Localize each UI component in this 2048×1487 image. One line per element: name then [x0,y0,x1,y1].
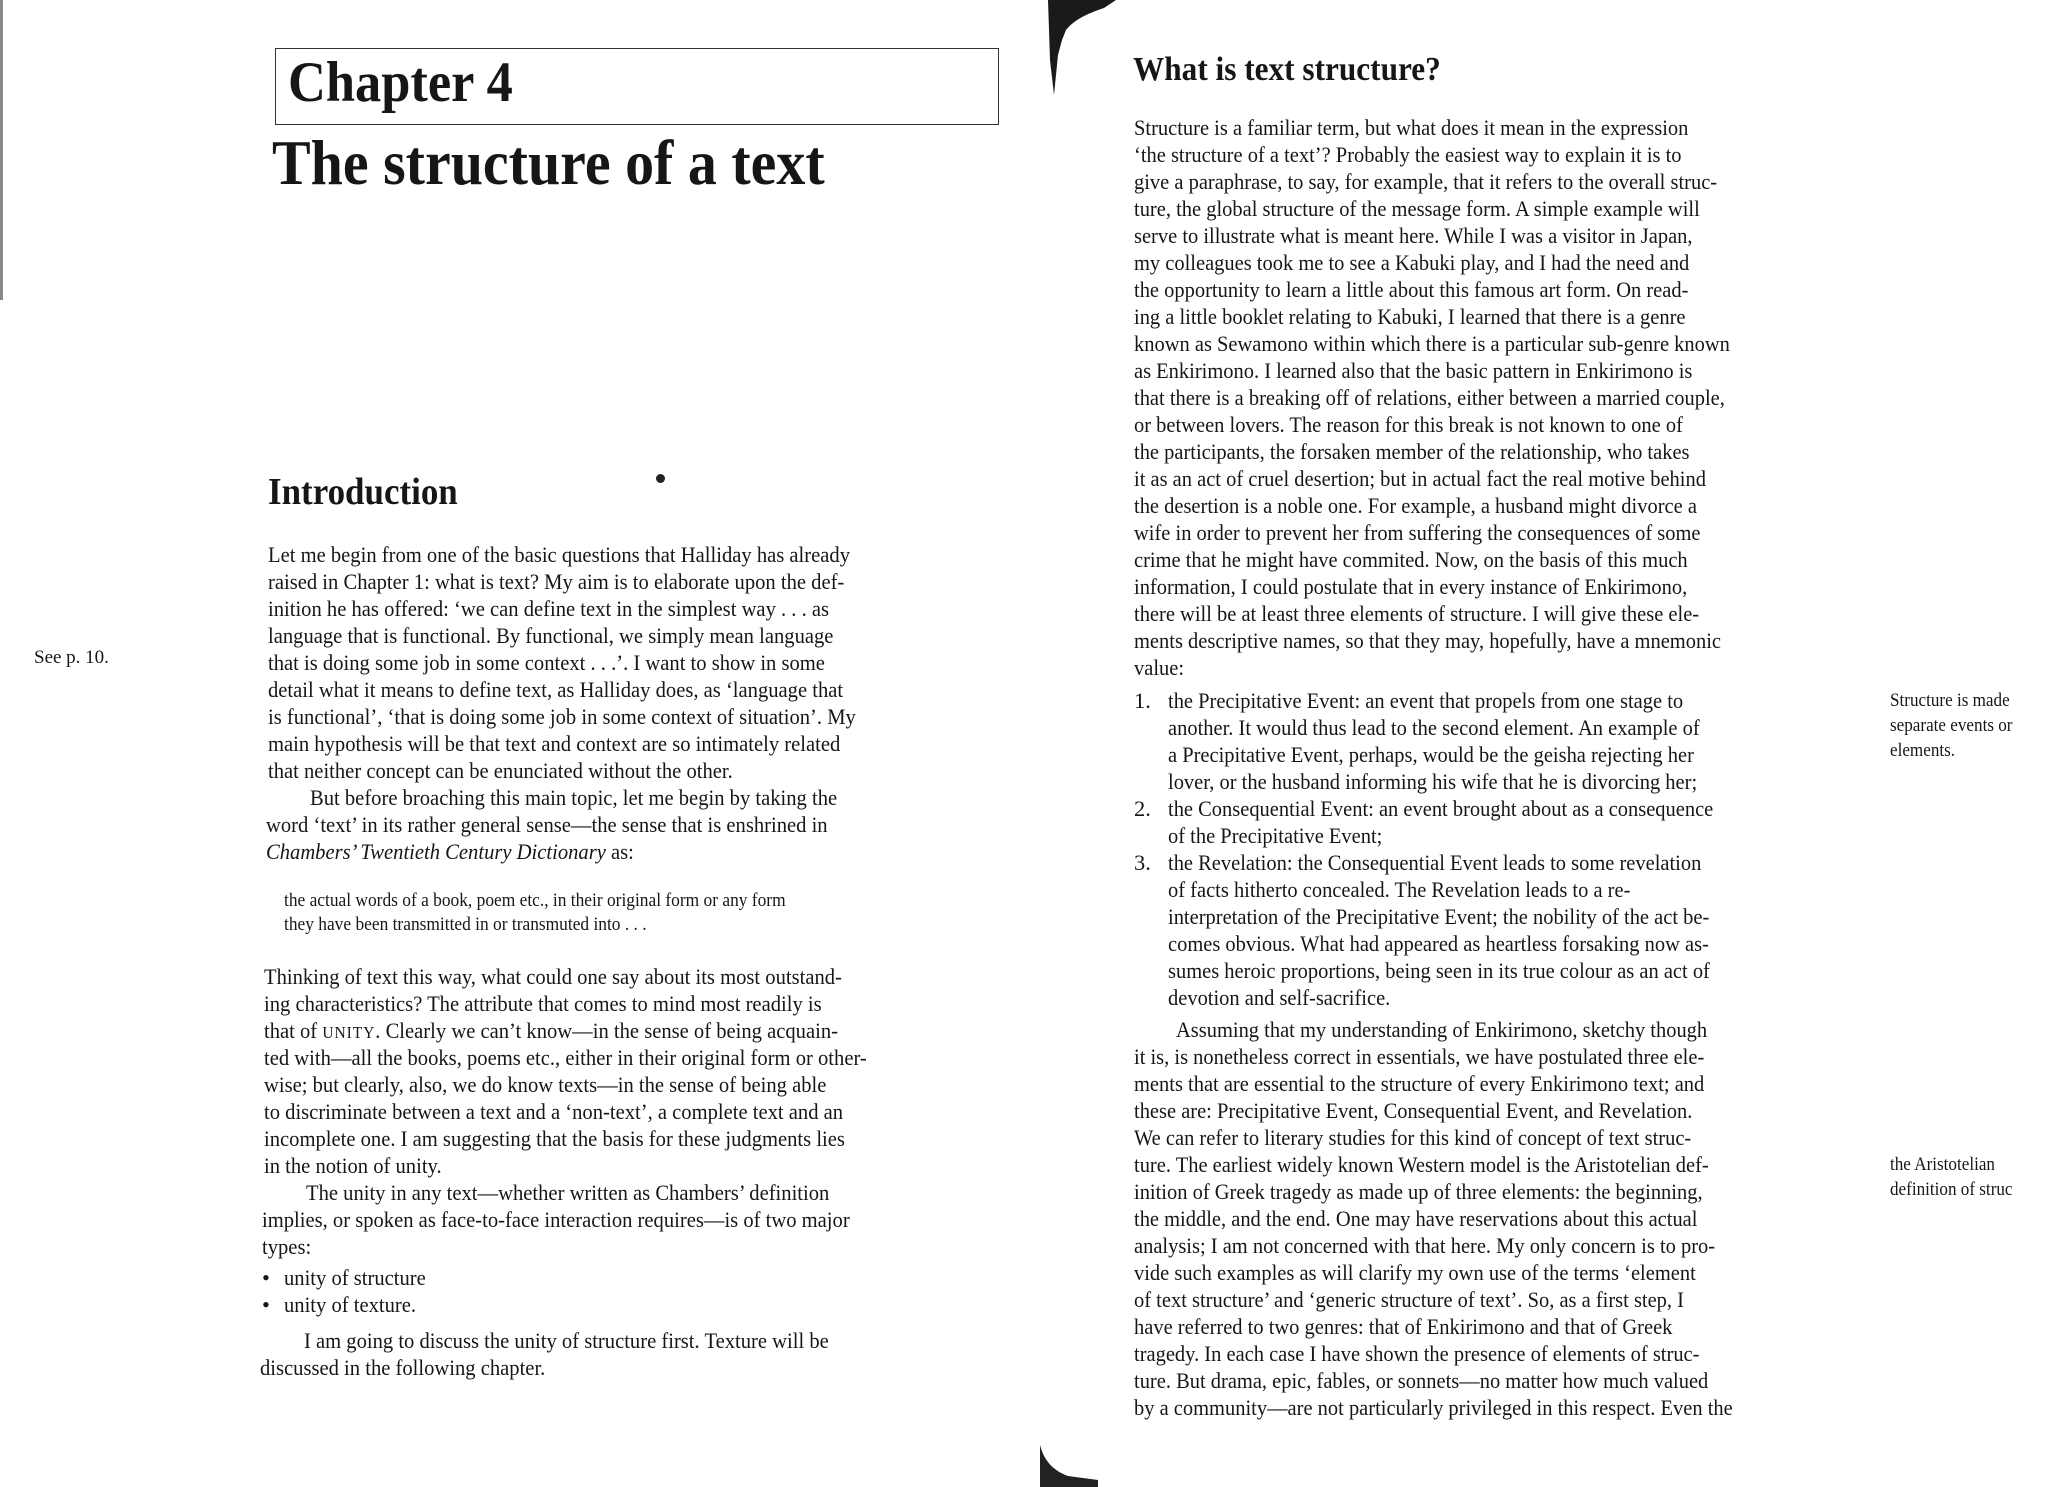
text-line: tragedy. In each case I have shown the presence of elements of struc- [1134,1341,1700,1366]
text-line: serve to illustrate what is meant here. While I was a visitor in Japan, [1134,223,1693,248]
bullet-item-text: unity of texture. [284,1292,417,1317]
section-heading-text-structure: What is text structure? [1133,51,1441,88]
text-line: that there is a breaking off of relations, either between a married couple, [1134,385,1725,410]
text-line: have referred to two genres: that of Enkirimono and that of Greek [1134,1314,1673,1339]
text-line: implies, or spoken as face-to-face interaction requires—is of two major [262,1207,850,1232]
text-line: that of UNITY. Clearly we can’t know—in the sense of being acquain- [264,1018,838,1043]
text-line: raised in Chapter 1: what is text? My aim is to elaborate upon the def- [268,569,845,594]
text-line: I am going to discuss the unity of structure first. Texture will be [304,1328,829,1353]
text-line: these are: Precipitative Event, Consequential Event, and Revelation. [1134,1098,1693,1123]
text-line: vide such examples as will clarify my own use of the terms ‘element [1134,1260,1696,1285]
text-line: crime that he might have commited. Now, on the basis of this much [1134,547,1688,572]
text-line: to discriminate between a text and a ‘non-text’, a complete text and an [264,1099,844,1124]
list-item-line: the Revelation: the Consequential Event leads to some revelation [1168,850,1702,875]
page-edge-shadow [0,0,3,300]
text-line: The unity in any text—whether written as Chambers’ definition [306,1180,830,1205]
text-line: ments that are essential to the structure of every Enkirimono text; and [1134,1071,1705,1096]
text-line: Let me begin from one of the basic questions that Halliday has already [268,542,850,567]
text-line: is functional’, ‘that is doing some job in some context of situation’. My [268,704,856,729]
text-line: ture. But drama, epic, fables, or sonnets—no matter how much valued [1134,1368,1709,1393]
text-line: it as an act of cruel desertion; but in actual fact the real motive behind [1134,466,1706,491]
chapter-title: The structure of a text [272,128,825,198]
section-heading-introduction: Introduction [268,471,458,513]
text-line: ments descriptive names, so that they may, hopefully, have a mnemonic [1134,628,1721,653]
bullet-item: • [262,1265,270,1290]
text-line: But before broaching this main topic, let me begin by taking the [310,785,838,810]
text-line: the participants, the forsaken member of the relationship, who takes [1134,439,1690,464]
list-item-line: comes obvious. What had appeared as heartless forsaking now as- [1168,931,1709,956]
text-line: word ‘text’ in its rather general sense—the sense that is enshrined in [266,812,828,837]
text-line: incomplete one. I am suggesting that the basis for these judgments lies [264,1126,845,1151]
list-number: 2. [1134,796,1151,821]
text-line: known as Sewamono within which there is a particular sub-genre known [1134,331,1730,356]
list-item-line: the Consequential Event: an event brought about as a consequence [1168,796,1714,821]
list-item-line: another. It would thus lead to the second element. An example of [1168,715,1700,740]
text-line: that is doing some job in some context . . .’. I want to show in some [268,650,825,675]
text-line: types: [262,1234,312,1259]
text-line: wise; but clearly, also, we do know texts—in the sense of being able [264,1072,827,1097]
text-line: ted with—all the books, poems etc., either in their original form or other- [264,1045,867,1070]
text-line: Thinking of text this way, what could one say about its most outstand- [264,964,842,989]
text-line: wife in order to prevent her from suffering the consequences of some [1134,520,1701,545]
text-line: ture, the global structure of the message form. A simple example will [1134,196,1700,221]
list-item-line: a Precipitative Event, perhaps, would be the geisha rejecting her [1168,742,1694,767]
text-line: information, I could postulate that in every instance of Enkirimono, [1134,574,1688,599]
ink-dot [656,474,665,483]
text-line: inition he has offered: ‘we can define text in the simplest way . . . as [268,596,830,621]
margin-note-left: See p. 10. [34,647,109,668]
list-item-line: of facts hitherto concealed. The Revelation leads to a re- [1168,877,1631,902]
margin-note-right: definition of struc [1890,1179,2013,1200]
book-spine-shadow-bottom [1038,1440,1098,1487]
dictionary-title: Chambers’ Twentieth Century Dictionary [266,839,606,864]
text-line: detail what it means to define text, as Halliday does, as ‘language that [268,677,844,702]
text-line: analysis; I am not concerned with that here. My only concern is to pro- [1134,1233,1716,1258]
text-line: my colleagues took me to see a Kabuki play, and I had the need and [1134,250,1690,275]
text-line: of text structure’ and ‘generic structure of text’. So, as a first step, I [1134,1287,1684,1312]
text-line: ture. The earliest widely known Western model is the Aristotelian def- [1134,1152,1709,1177]
text-line: Assuming that my understanding of Enkirimono, sketchy though [1176,1017,1708,1042]
chapter-label: Chapter 4 [288,51,513,114]
text-line: give a paraphrase, to say, for example, that it refers to the overall struc- [1134,169,1718,194]
text-line: that neither concept can be enunciated without the other. [268,758,733,783]
quote-line: they have been transmitted in or transmuted into . . . [284,914,647,935]
small-caps-unity: UNITY [322,1023,376,1042]
list-item-line: of the Precipitative Event; [1168,823,1383,848]
text-line: discussed in the following chapter. [260,1355,546,1380]
list-item-line: the Precipitative Event: an event that propels from one stage to [1168,688,1684,713]
list-item-line: devotion and self-sacrifice. [1168,985,1391,1010]
list-number: 3. [1134,850,1151,875]
book-spine-shadow [1046,0,1116,95]
text-line: the desertion is a noble one. For example, a husband might divorce a [1134,493,1697,518]
list-item-line: lover, or the husband informing his wife that he is divorcing her; [1168,769,1698,794]
text-line: ing a little booklet relating to Kabuki, I learned that there is a genre [1134,304,1686,329]
text-line: main hypothesis will be that text and context are so intimately related [268,731,841,756]
text-line: inition of Greek tragedy as made up of three elements: the beginning, [1134,1179,1703,1204]
text-line: the opportunity to learn a little about this famous art form. On read- [1134,277,1689,302]
text-line: ing characteristics? The attribute that comes to mind most readily is [264,991,822,1016]
list-item-line: sumes heroic proportions, being seen in its true colour as an act of [1168,958,1710,983]
bullet-item: • [262,1292,270,1317]
list-number: 1. [1134,688,1151,713]
list-item-line: interpretation of the Precipitative Event; the nobility of the act be- [1168,904,1710,929]
quote-line: the actual words of a book, poem etc., in their original form or any form [284,890,786,911]
text-line: language that is functional. By functional, we simply mean language [268,623,834,648]
text-line: or between lovers. The reason for this break is not known to one of [1134,412,1683,437]
text-line: Structure is a familiar term, but what does it mean in the expression [1134,115,1689,140]
text-line: as Enkirimono. I learned also that the basic pattern in Enkirimono is [1134,358,1693,383]
margin-note-right: separate events or [1890,715,2013,736]
bullet-item-text: unity of structure [284,1265,426,1290]
margin-note-right: the Aristotelian [1890,1154,1995,1175]
text-line: We can refer to literary studies for this kind of concept of text struc- [1134,1125,1692,1150]
text-line: the middle, and the end. One may have reservations about this actual [1134,1206,1698,1231]
text-line: ‘the structure of a text’? Probably the easiest way to explain it is to [1134,142,1682,167]
margin-note-right: elements. [1890,740,1956,761]
text-line: in the notion of unity. [264,1153,442,1178]
text-line: there will be at least three elements of structure. I will give these ele- [1134,601,1700,626]
margin-note-right: Structure is made [1890,690,2010,711]
text-line: value: [1134,655,1185,680]
text-line: it is, is nonetheless correct in essentials, we have postulated three ele- [1134,1044,1705,1069]
text-line: by a community—are not particularly privileged in this respect. Even the [1134,1395,1733,1420]
text-line: Chambers’ Twentieth Century Dictionary as: [266,839,634,864]
